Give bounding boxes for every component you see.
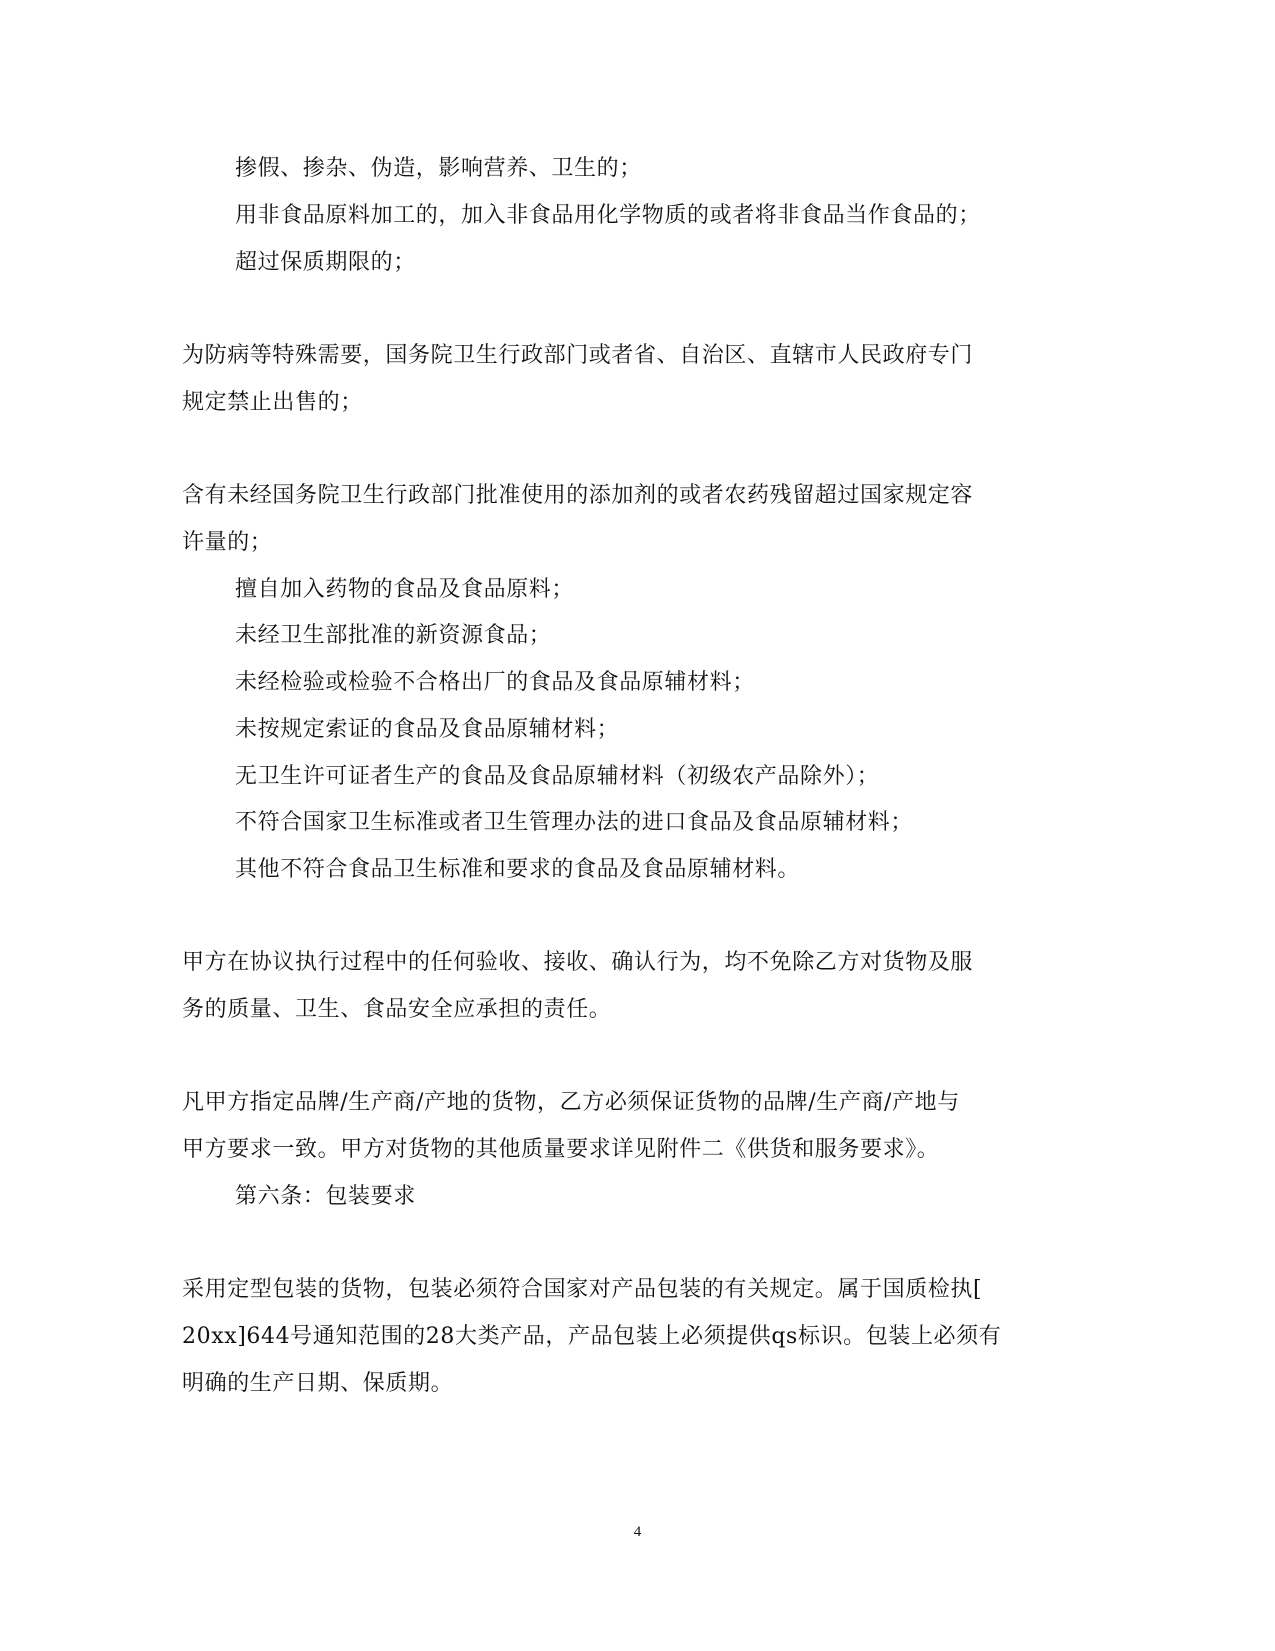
text-line: 超过保质期限的； <box>235 250 416 275</box>
text-line: 不符合国家卫生标准或者卫生管理办法的进口食品及食品原辅材料； <box>235 810 914 835</box>
text-line: 未按规定索证的食品及食品原辅材料； <box>235 717 620 742</box>
text-line: 擅自加入药物的食品及食品原料； <box>235 577 575 602</box>
text-line: 规定禁止出售的； <box>182 390 363 415</box>
text-line: 务的质量、卫生、食品安全应承担的责任。 <box>182 997 612 1022</box>
text-line: 甲方在协议执行过程中的任何验收、接收、确认行为，均不免除乙方对货物及服 <box>182 950 974 975</box>
text-line: 凡甲方指定品牌/生产商/产地的货物，乙方必须保证货物的品牌/生产商/产地与 <box>182 1090 960 1115</box>
text-line: 其他不符合食品卫生标准和要求的食品及食品原辅材料。 <box>235 857 801 882</box>
section-heading: 第六条：包装要求 <box>235 1184 416 1209</box>
text-line: 甲方要求一致。甲方对货物的其他质量要求详见附件二《供货和服务要求》。 <box>182 1137 940 1162</box>
text-line: 无卫生许可证者生产的食品及食品原辅材料（初级农产品除外）； <box>235 764 880 789</box>
text-line: 掺假、掺杂、伪造，影响营养、卫生的； <box>235 156 642 181</box>
text-line: 许量的； <box>182 530 273 555</box>
text-line: 未经检验或检验不合格出厂的食品及食品原辅材料； <box>235 670 755 695</box>
text-line: 明确的生产日期、保质期。 <box>182 1371 454 1396</box>
text-line: 含有未经国务院卫生行政部门批准使用的添加剂的或者农药残留超过国家规定容 <box>182 483 974 508</box>
text-line: 为防病等特殊需要，国务院卫生行政部门或者省、自治区、直辖市人民政府专门 <box>182 343 974 368</box>
page-number: 4 <box>633 1524 642 1540</box>
text-line: 未经卫生部批准的新资源食品； <box>235 623 552 648</box>
text-line: 采用定型包装的货物，包装必须符合国家对产品包装的有关规定。属于国质检执[ <box>182 1277 983 1302</box>
text-line: 用非食品原料加工的，加入非食品用化学物质的或者将非食品当作食品的； <box>235 203 981 228</box>
text-line: 20xx]644号通知范围的28大类产品，产品包装上必须提供qs标识。包装上必须有 <box>182 1324 1002 1349</box>
